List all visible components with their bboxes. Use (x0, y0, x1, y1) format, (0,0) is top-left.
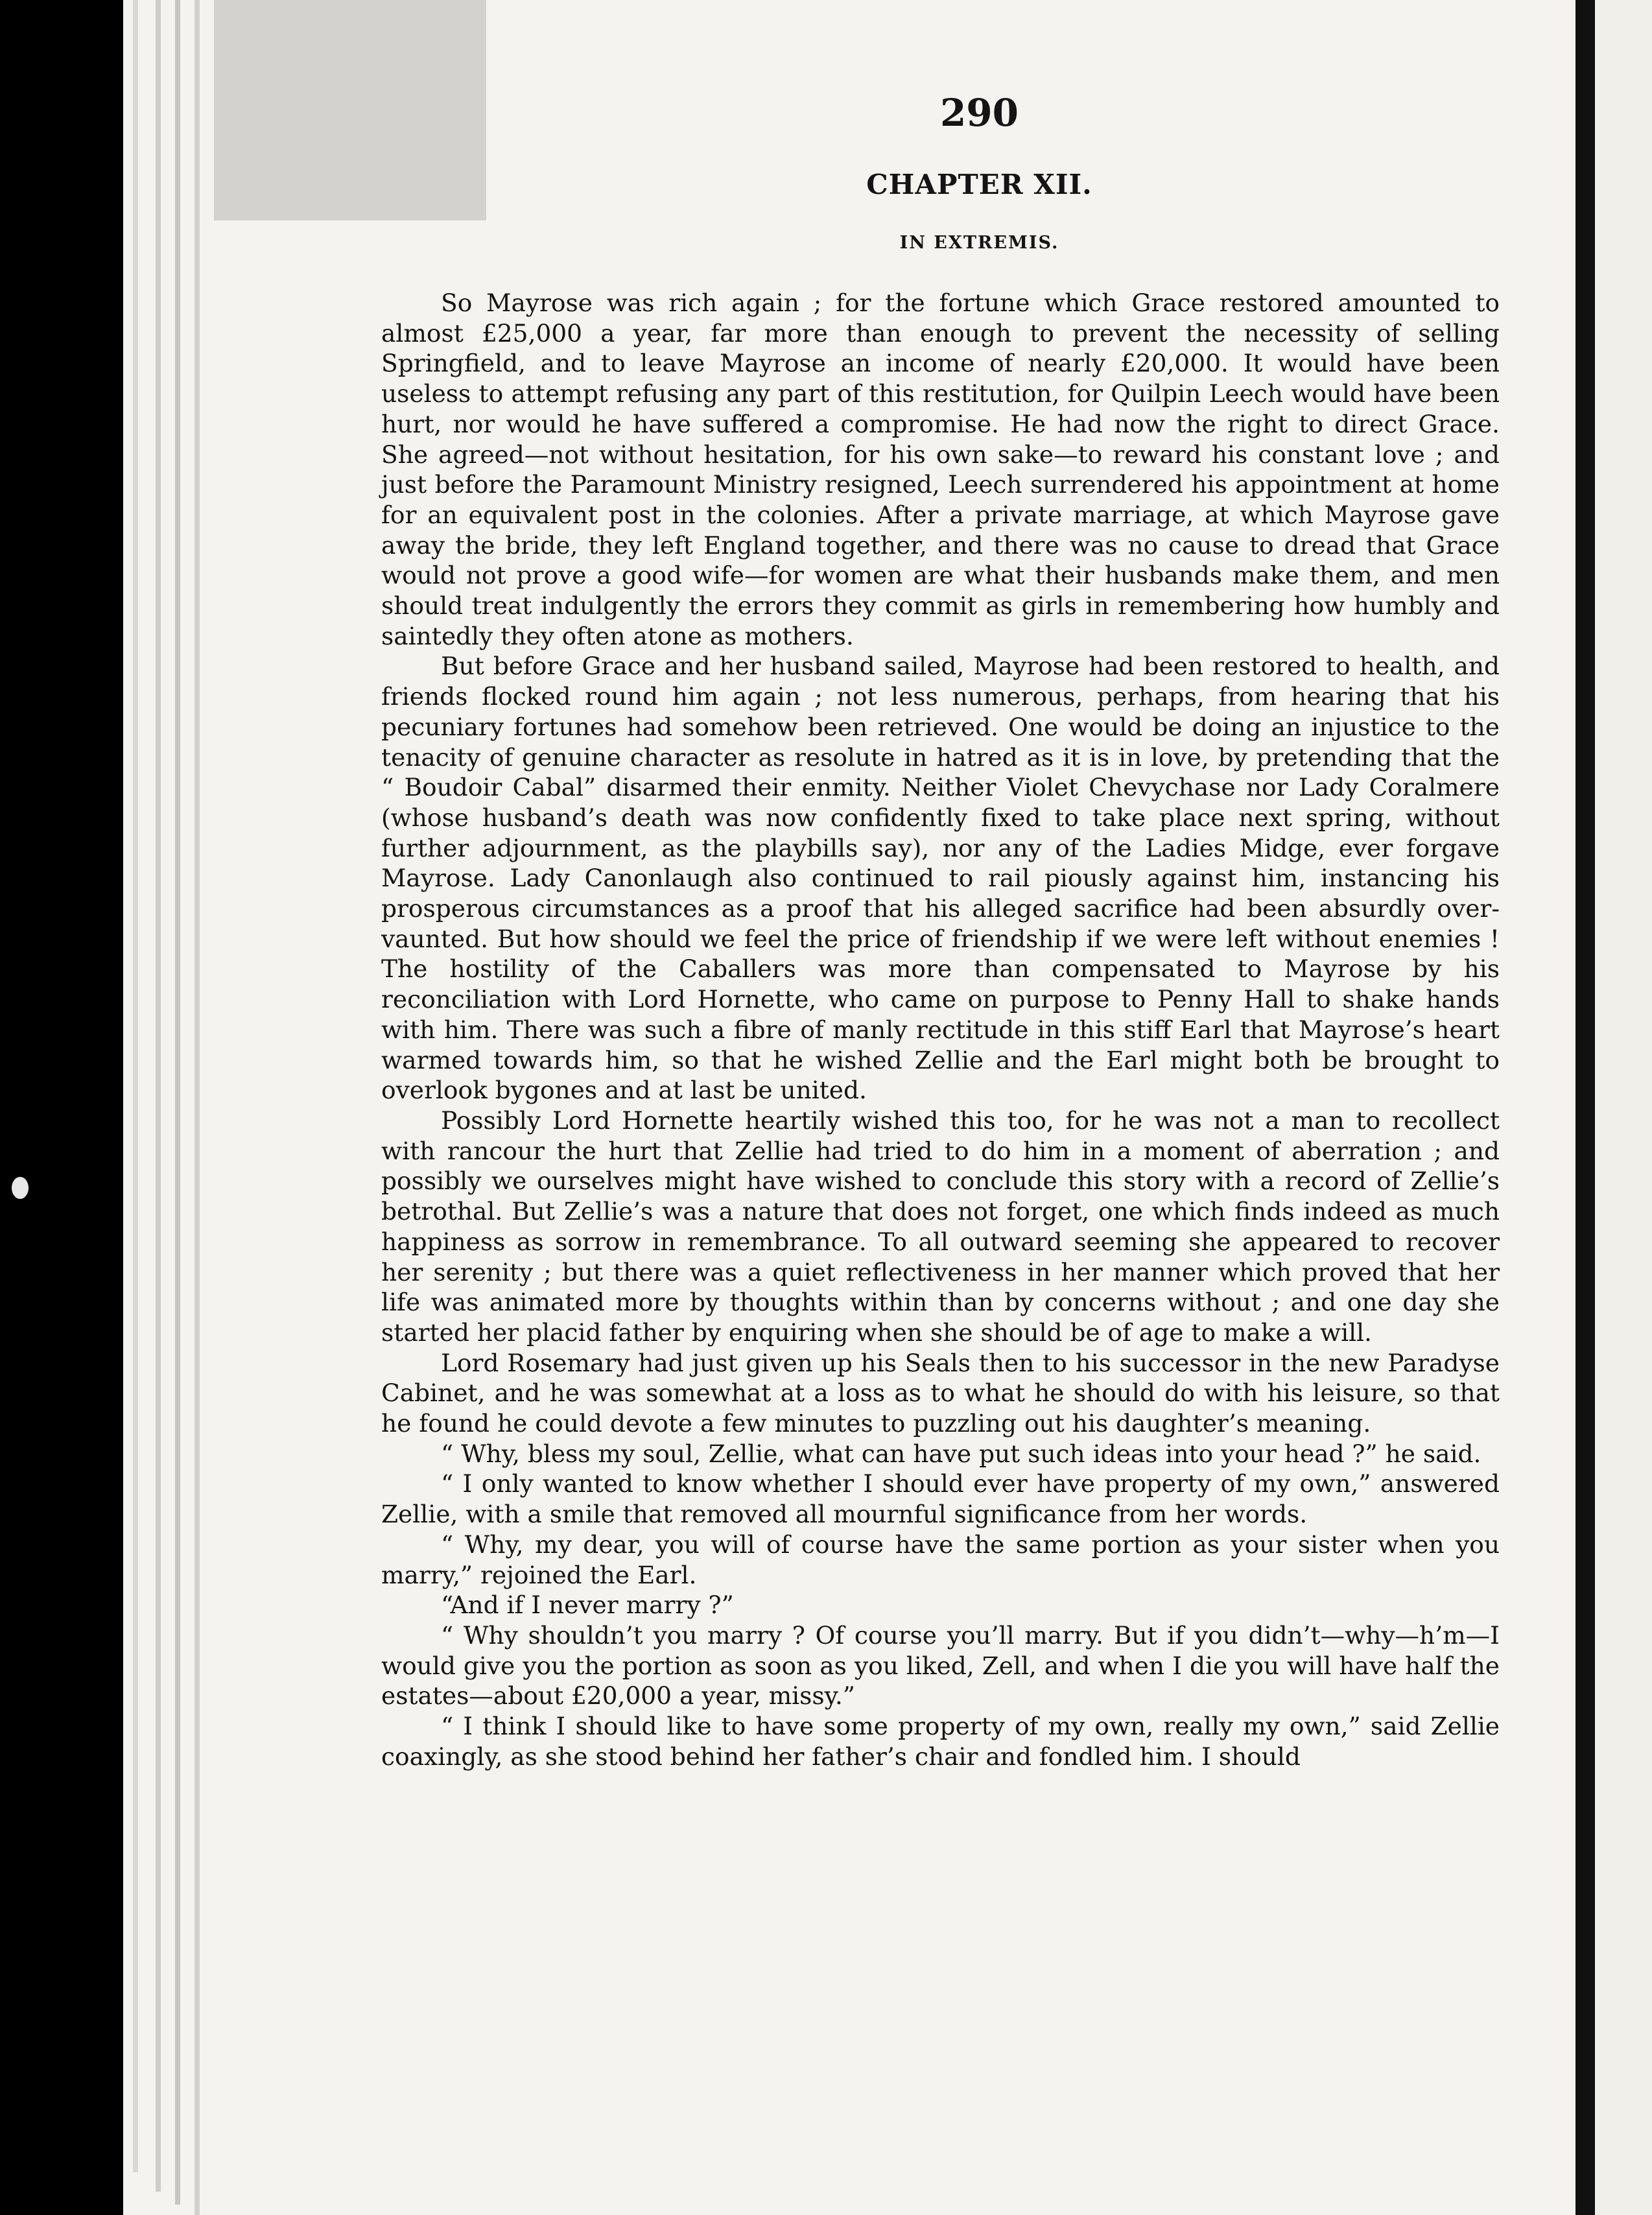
facing-page-edge (1595, 0, 1652, 2215)
paragraph: “ I think I should like to have some property of my own, really my own,” said Zellie coaxingly, as she stood behind her father’s chair and fondled him. I should (381, 1712, 1500, 1771)
body-text (381, 288, 1500, 1771)
page-edge (195, 0, 200, 2215)
page-content (381, 91, 1500, 1771)
paragraph: So Mayrose was rich again ; for the fortune which Grace restored amounted to almost £25,000 a year, far more than enough to prevent the necessity of selling Springfield, and to leave Mayrose an income of nearly £20,000. It would have been useless to attempt refusing any part of this restitution, for Quilpin Leech would have been hurt, nor would he have suffered a compromise. He had now the right to direct Grace. She agreed—not without hesitation, for his own sake—to reward his constant love ; and just before the Paramount Ministry resigned, Leech surrendered his appointment at home for an equivalent post in the colonies. After a private marriage, at which Mayrose gave away the bride, they left England together, and there was no cause to dread that Grace would not prove a good wife—for women are what their husbands make them, and men should treat indulgently the errors they commit as girls in remembering how humbly and saintedly they often atone as mothers. (381, 289, 1500, 650)
page-edge (156, 0, 161, 2192)
paragraph: “ I only wanted to know whether I should ever have property of my own,” answered Zellie, with a smile that removed all mournful significance from her words. (381, 1469, 1500, 1529)
paragraph: “ Why, bless my soul, Zellie, what can have put such ideas into your head ?” he said. (441, 1439, 1481, 1468)
paragraph: Lord Rosemary had just given up his Seals then to his successor in the new Paradyse Cabinet, and he was somewhat at a loss as to what he should do with his leisure, so that he found he could devote a few minutes to puzzling out his daughter’s meaning. (381, 1348, 1500, 1438)
paragraph: “ Why shouldn’t you marry ? Of course you’ll marry. But if you didn’t—why—h’m—I would give you the portion as soon as you liked, Zell, and when I die you will have half the estates—about £20,000 a year, missy.” (381, 1620, 1500, 1711)
paragraph: “And if I never marry ?” (441, 1591, 734, 1620)
paragraph: But before Grace and her husband sailed, Mayrose had been restored to health, and friends flocked round him again ; not less numerous, perhaps, from hearing that his pecuniary fortunes had somehow been retrieved. One would be doing an injustice to the tenacity of genuine character as resolute in hatred as it is in love, by pretending that the “ Boudoir Cabal” disarmed their enmity. Neither Violet Chevychase nor Lady Coralmere (whose husband’s death was now confidently fixed to take place next spring, without further adjournment, as the playbills say), nor any of the Ladies Midge, ever forgave Mayrose. Lady Canonlaugh also continued to rail piously against him, instancing his prosperous circumstances as a proof that his alleged sacrifice had been absurdly over-vaunted. But how should we feel the price of friendship if we were left without enemies ! The hostility of the Caballers was more than compensated to Mayrose by his reconciliation with Lord Hornette, who came on purpose to Penny Hall to shake hands with him. There was such a fibre of manly rectitude in this stiff Earl that Mayrose’s heart warmed towards him, so that he wished Zellie and the Earl might both be brought to overlook bygones and at last be united. (381, 652, 1500, 1105)
page-edge (175, 0, 180, 2205)
paragraph: Possibly Lord Hornette heartily wished this too, for he was not a man to recollect with rancour the hurt that Zellie had tried to do him in a moment of aberration ; and possibly we ourselves might have wished to conclude this story with a record of Zellie’s betrothal. But Zellie’s was a nature that does not forget, one which finds indeed as much happiness as sorrow in remembrance. To all outward seeming she appeared to recover her serenity ; but there was a quiet reflectiveness in her manner which proved that her life was animated more by thoughts within than by concerns without ; and one day she started her placid father by enquiring when she should be of age to make a will. (381, 1106, 1500, 1347)
chapter-subtitle: IN EXTREMIS. (899, 233, 1059, 253)
page-number: 290 (939, 91, 1019, 135)
page-gutter (1575, 0, 1595, 2215)
paragraph: “ Why, my dear, you will of course have the same portion as your sister when you marry,” rejoined the Earl. (381, 1530, 1500, 1589)
chapter-title: CHAPTER XII. (866, 169, 1092, 200)
page-edge (133, 0, 138, 2172)
scan-speck (12, 1177, 29, 1199)
